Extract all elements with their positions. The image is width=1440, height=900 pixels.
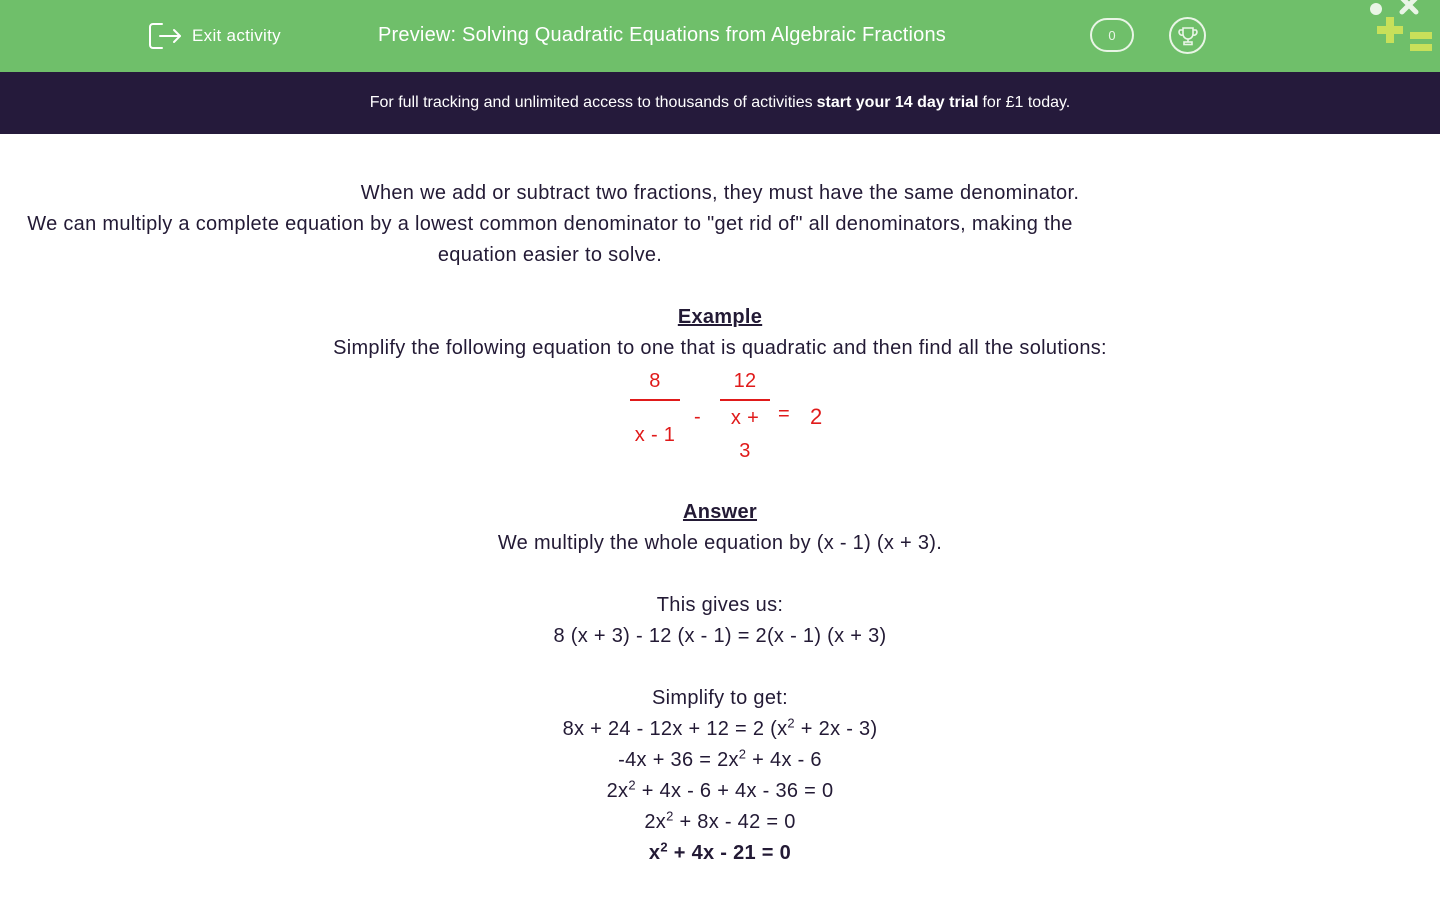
fraction-2-numerator: 12 <box>733 370 757 392</box>
step-exponent: 2 <box>738 746 747 762</box>
spacer <box>0 652 1440 683</box>
trial-banner <box>0 72 1440 134</box>
answer-line-1: We multiply the whole equation by (x - 1) (x + 3). <box>497 532 943 554</box>
step-exponent: 2 <box>787 715 795 731</box>
step-line <box>0 745 1440 776</box>
edplace-logo[interactable] <box>1366 0 1440 56</box>
banner-text: For full tracking and unlimited access to thousands of activities <box>369 94 813 111</box>
intro-line-2: We can multiply a complete equation by a lowest common denominator to "get rid of" all denominators, making the equation easier to solve. <box>27 213 1073 266</box>
step-text: + 4x - 6 + 4x - 36 = 0 <box>635 780 834 802</box>
equals-operator: = <box>778 403 790 425</box>
step-exponent: 2 <box>660 839 668 855</box>
step-line <box>0 714 1440 745</box>
fraction-1-denominator: x - 1 <box>634 424 676 446</box>
step-text: x <box>648 842 661 864</box>
step-line <box>0 807 1440 838</box>
step-text: 2x <box>606 780 629 802</box>
example-text: Simplify the following equation to one that is quadratic and then find all the solutions: <box>333 337 1107 359</box>
answer-heading: Answer <box>682 501 758 523</box>
trial-link[interactable]: start your 14 day trial <box>816 94 979 111</box>
lesson-content <box>0 178 1440 869</box>
step-exponent: 2 <box>628 777 636 793</box>
example-equation <box>590 364 850 466</box>
step-text: -4x + 36 = 2x <box>618 749 739 771</box>
page-title: Preview: Solving Quadratic Equations from Algebraic Fractions <box>378 24 947 46</box>
top-bar <box>0 0 1440 72</box>
exit-icon <box>148 20 184 52</box>
trophy-button[interactable] <box>1169 17 1206 54</box>
fraction-2-bar <box>720 399 770 401</box>
fraction-1-numerator: 8 <box>649 370 661 392</box>
example-heading: Example <box>677 306 763 328</box>
exit-activity-button[interactable] <box>148 20 281 52</box>
spacer <box>0 559 1440 590</box>
banner-price-text: for £1 today. <box>982 94 1071 111</box>
step-line <box>0 776 1440 807</box>
step-text: + 2x - 3) <box>794 718 878 740</box>
exit-activity-label: Exit activity <box>192 26 281 45</box>
score-badge: 0 <box>1090 18 1134 52</box>
intro-line-1: When we add or subtract two fractions, they must have the same denominator. <box>360 182 1080 204</box>
equation-rhs: 2 <box>810 404 823 429</box>
step-text: + 4x - 21 = 0 <box>667 842 792 864</box>
fraction-1-bar <box>630 399 680 401</box>
final-equation <box>0 838 1440 869</box>
simplify-label: Simplify to get: <box>652 687 788 709</box>
minus-operator: - <box>694 406 701 428</box>
gives-us-equation: 8 (x + 3) - 12 (x - 1) = 2(x - 1) (x + 3) <box>553 625 887 647</box>
step-exponent: 2 <box>666 808 674 824</box>
trophy-icon <box>1177 25 1199 47</box>
fraction-2-denominator-line-1: x + <box>730 407 760 429</box>
step-text: + 8x - 42 = 0 <box>673 811 796 833</box>
gives-us-label: This gives us: <box>656 594 784 616</box>
step-text: 2x <box>644 811 667 833</box>
step-text: + 4x - 6 <box>746 749 822 771</box>
fraction-2-denominator-line-2: 3 <box>739 440 751 462</box>
step-text: 8x + 24 - 12x + 12 = 2 (x <box>562 718 788 740</box>
